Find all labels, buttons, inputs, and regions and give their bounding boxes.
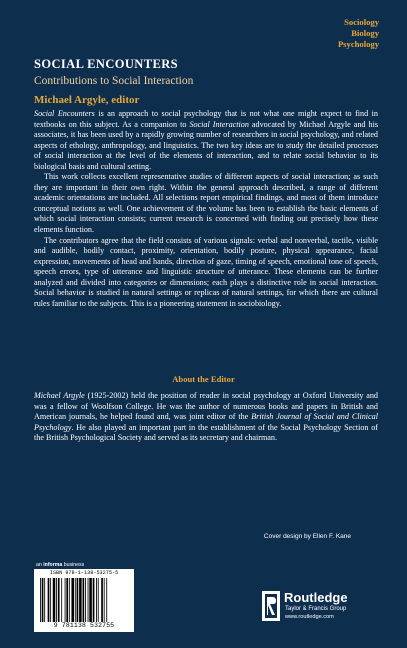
cover-credit: Cover design by Ellen F. Kane [263, 533, 351, 540]
subject-list [338, 17, 379, 50]
subject-sociology: Sociology [344, 17, 379, 27]
ean-digits: 9 781138 532755 [53, 622, 115, 629]
description-paragraph-2: This work collects excellent representative studies of different aspects of social interaction; as such they are important in their own right. Within the general approach described, a range of different academic orientations are included. All selections report empirical findings, and most of them introduce conceptual notions as well. One achievement of the volume has been to establish the basic elements of which social interaction consists; current research is concerned with finding out precisely how these elements function. [34, 172, 378, 235]
isbn-barcode [34, 569, 134, 632]
about-heading: About the Editor [172, 374, 235, 384]
companion-title-italic: Social Interaction [189, 119, 249, 129]
book-subtitle: Contributions to Social Interaction [34, 75, 194, 87]
description-paragraph-1: Social Encounters is an approach to social psychology that is not what one might expect to find in textbooks on this subject. As a companion to Social Interaction advocated by Michael Argyle and his associates, it has been used by a rapidly growing number of researchers in social psychology, and related aspects of ethology, anthropology, and linguistics. The two key ideas are to study the detailed processes of social interaction at the level of the elements of interaction, and to relate social behavior to its biological basis and cultural setting. [34, 109, 378, 171]
barcode-bar [71, 578, 74, 622]
barcode-bar [89, 578, 92, 622]
barcode-bar [44, 578, 45, 622]
about-editor-text: Michael Argyle (1925-2002) held the position of reader in social psychology at Oxford University and was a fellow of Woolfson College. He was the author of numerous books and papers in British and American journals, he helped found and, was joint editor of the British Journal of Social and Clinical Psychology. He also played an important part in the establishment of the Social Psychology Section of the British Psychological Society and served as its secretary and chairman. [34, 391, 378, 443]
barcode-bar [96, 578, 97, 622]
barcode-bar [56, 578, 57, 622]
author-name-italic: Michael Argyle [34, 391, 85, 400]
barcode-bar [66, 578, 68, 622]
barcode-bar [48, 578, 50, 622]
book-title-italic: Social Encounters [34, 109, 95, 118]
barcode-bar [106, 578, 107, 622]
barcode-bar [50, 578, 51, 622]
barcode-bar [98, 578, 99, 622]
subject-psychology: Psychology [337, 39, 379, 49]
barcode-bar [42, 578, 44, 622]
barcode-bar [101, 578, 103, 622]
publisher-group: Taylor & Francis Group [285, 606, 347, 612]
barcode-bar [79, 578, 82, 622]
barcode-bar [83, 578, 85, 622]
barcode-bar [65, 578, 66, 622]
description [34, 109, 378, 309]
routledge-logo-icon [262, 591, 280, 621]
barcode-bars [40, 578, 128, 622]
barcode-bar [40, 578, 41, 622]
journal-name-italic: British Journal of Social and Clinical Psychology [34, 412, 378, 432]
barcode-bar [104, 578, 105, 622]
book-title: SOCIAL ENCOUNTERS [34, 57, 178, 71]
barcode-bar [69, 578, 70, 622]
isbn-text: ISBN 978-1-138-53275-5 [49, 570, 119, 576]
subject-biology: Biology [351, 28, 379, 38]
barcode-bar [85, 578, 86, 622]
barcode-bar [93, 578, 95, 622]
barcode-bar [88, 578, 89, 622]
barcode-bar [75, 578, 76, 622]
informa-brand: informa [43, 562, 63, 568]
barcode-bar [58, 578, 60, 622]
editor-credit: Michael Argyle, editor [34, 94, 140, 106]
barcode-bar [77, 578, 79, 622]
description-paragraph-3: The contributors agree that the field consists of various signals: verbal and nonverbal, tactile, visible and audible, bodily contact, proximity, orientation, bodily posture, physical appearance, facial expression, movements of head and hands, direction of gaze, timing of speech, emotional tone of speech, speech errors, type of utterance and linguistic structure of utterance. These elements can be further analyzed and divided into categories or dimensions; each plays a distinctive role in social interaction. Social behavior is studied in natural settings or replicas of natural settings, for which there are cultural rules familiar to the subjects. This is a pioneering statement in sociobiology. [34, 235, 378, 308]
publisher-name: Routledge [284, 590, 348, 605]
informa-tagline: an informa business [36, 562, 85, 568]
barcode-bar [53, 578, 56, 622]
barcode-bar [61, 578, 62, 622]
publisher-url: www.routledge.com [285, 614, 334, 620]
